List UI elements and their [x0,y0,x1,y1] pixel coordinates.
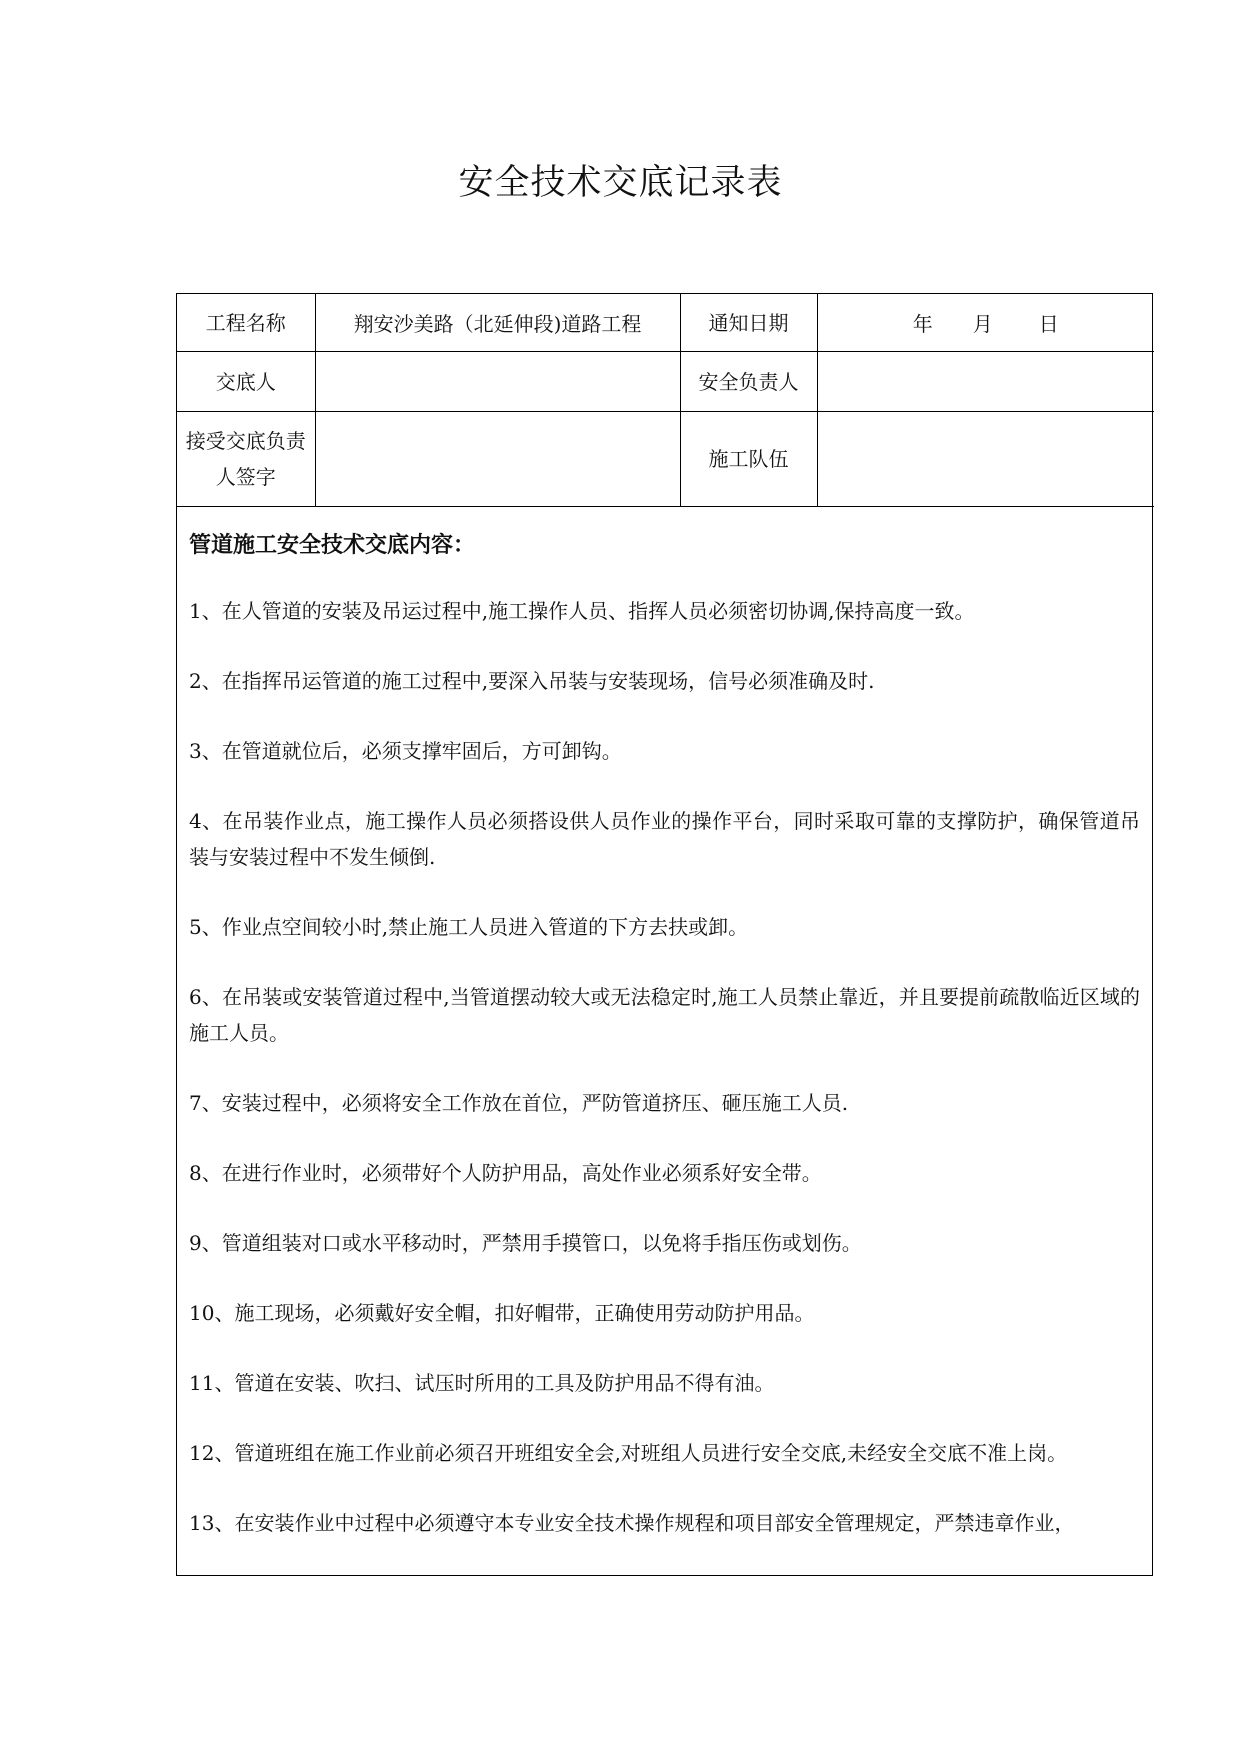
safety-clause: 10、施工现场，必须戴好安全帽，扣好帽带，正确使用劳动防护用品。 [189,1301,815,1325]
safety-clause: 11、管道在安装、吹扫、试压时所用的工具及防护用品不得有油。 [189,1371,775,1395]
project-name-label: 工程名称 [177,294,315,352]
receiver-signature-label: 接受交底负责人签字 [177,412,315,507]
date-year-label: 年 [912,312,933,336]
info-row-project [177,294,1154,352]
notice-date-label: 通知日期 [680,294,817,352]
safety-clause: 2、在指挥吊运管道的施工过程中,要深入吊装与安装现场，信号必须准确及时. [189,669,875,693]
project-name-value: 翔安沙美路（北延伸段)道路工程 [315,294,680,352]
construction-team-label: 施工队伍 [680,412,817,507]
safety-clause: 7、安装过程中，必须将安全工作放在首位，严防管道挤压、砸压施工人员. [189,1091,849,1115]
content-heading: 管道施工安全技术交底内容： [189,532,476,558]
construction-team-field[interactable] [817,412,1154,507]
safety-clause: 4、在吊装作业点，施工操作人员必须搭设供人员作业的操作平台，同时采取可靠的支撑防护，确保管道吊装与安装过程中不发生倾倒. [189,809,1140,869]
record-form [176,293,1153,1576]
safety-officer-field[interactable] [817,352,1154,412]
safety-clause: 1、在人管道的安装及吊运过程中,施工操作人员、指挥人员必须密切协调,保持高度一致。 [189,599,975,623]
briefer-field[interactable] [315,352,680,412]
info-table [177,294,1154,507]
receiver-signature-field[interactable] [315,412,680,507]
info-row-receiver [177,412,1154,507]
safety-clause: 12、管道班组在施工作业前必须召开班组安全会,对班组人员进行安全交底,未经安全交底不准上岗。 [189,1441,1068,1465]
notice-date-field[interactable] [817,294,1154,352]
safety-officer-label: 安全负责人 [680,352,817,412]
safety-clause: 5、作业点空间较小时,禁止施工人员进入管道的下方去扶或卸。 [189,915,749,939]
safety-clause: 3、在管道就位后，必须支撑牢固后，方可卸钩。 [189,739,622,763]
safety-clause-list [189,593,1140,1541]
info-row-briefer [177,352,1154,412]
safety-clause: 9、管道组装对口或水平移动时，严禁用手摸管口，以免将手指压伤或划伤。 [189,1231,862,1255]
briefing-content [177,507,1152,1541]
document-title: 安全技术交底记录表 [458,163,783,203]
date-month-label: 月 [972,312,993,336]
safety-clause: 8、在进行作业时，必须带好个人防护用品，高处作业必须系好安全带。 [189,1161,822,1185]
briefer-label: 交底人 [177,352,315,412]
date-day-label: 日 [1038,312,1059,336]
safety-clause: 6、在吊装或安装管道过程中,当管道摆动较大或无法稳定时,施工人员禁止靠近，并且要提前疏散临近区域的施工人员。 [189,985,1140,1045]
safety-clause: 13、在安装作业中过程中必须遵守本专业安全技术操作规程和项目部安全管理规定，严禁违章作业， [189,1511,1075,1535]
